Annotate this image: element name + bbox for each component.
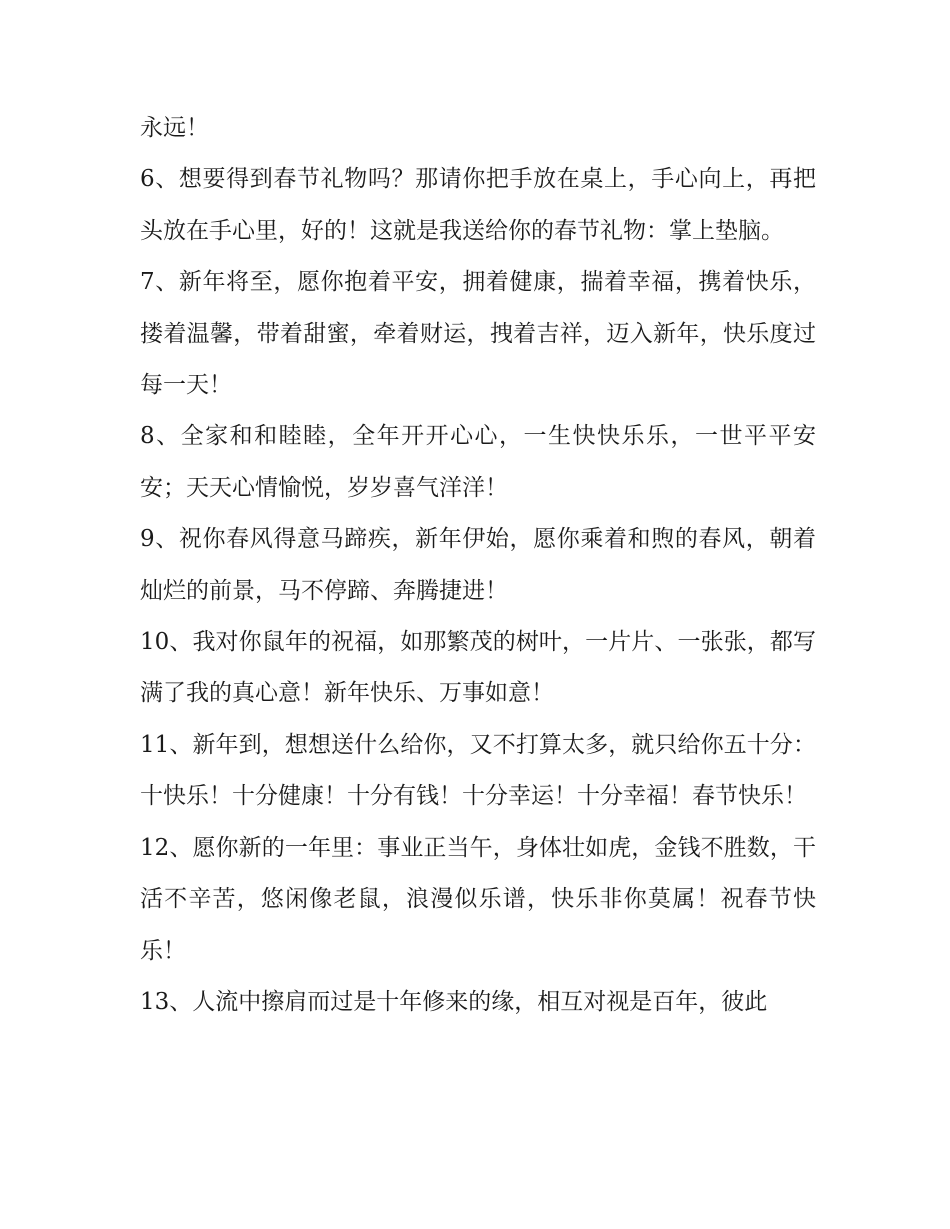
- document-body: [140, 103, 816, 1028]
- paragraph-6: 6、想要得到春节礼物吗？那请你把手放在桌上，手心向上，再把头放在手心里，好的！这就是我送给你的春节礼物：掌上垫脑。: [140, 166, 816, 244]
- paragraph-9: 9、祝你春风得意马蹄疾，新年伊始，愿你乘着和煦的春风，朝着灿烂的前景，马不停蹄、奔腾捷进！: [140, 526, 816, 604]
- paragraph-10: 10、我对你鼠年的祝福，如那繁茂的树叶，一片片、一张张，都写满了我的真心意！新年快乐、万事如意！: [140, 629, 816, 707]
- paragraph-11: 11、新年到，想想送什么给你，又不打算太多，就只给你五十分：十快乐！十分健康！十分有钱！十分幸运！十分幸福！春节快乐！: [140, 731, 816, 810]
- paragraph-8: 8、全家和和睦睦，全年开开心心，一生快快乐乐，一世平平安安；天天心情愉悦，岁岁喜气洋洋！: [140, 423, 816, 501]
- paragraph-13: 13、人流中擦肩而过是十年修来的缘，相互对视是百年，彼此: [140, 988, 768, 1015]
- paragraph-12: 12、愿你新的一年里：事业正当午，身体壮如虎，金钱不胜数，干活不辛苦，悠闲像老鼠，浪漫似乐谱，快乐非你莫属！祝春节快乐！: [140, 834, 816, 964]
- paragraph-7: 7、新年将至，愿你抱着平安，拥着健康，揣着幸福，携着快乐，搂着温馨，带着甜蜜，牵着财运，拽着吉祥，迈入新年，快乐度过每一天！: [140, 269, 816, 399]
- paragraph-continuation: 永远！: [140, 115, 209, 141]
